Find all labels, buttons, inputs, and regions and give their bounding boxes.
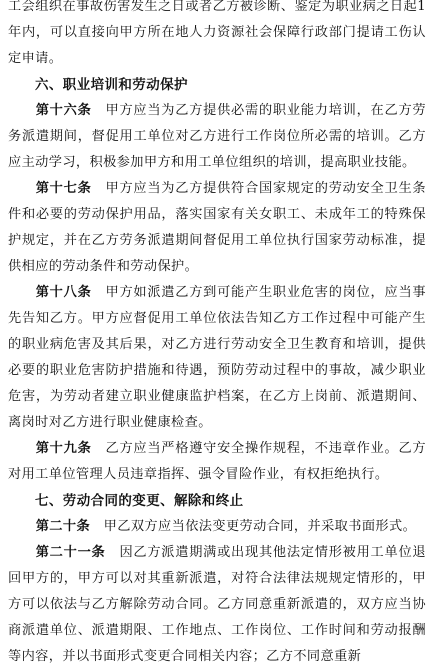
article-18: [8, 280, 426, 436]
article-19-label: 第十九条: [35, 441, 92, 456]
article-19: [8, 436, 426, 488]
article-17-label: 第十七条: [35, 181, 92, 196]
article-19-text: 乙方应当严格遵守安全操作规程，不违章作业。乙方对用工单位管理人员违章指挥、强令冒险作业，有权拒绝执行。: [8, 441, 426, 482]
article-20: [8, 514, 426, 540]
paragraph-continuation: 工会组织在事故伤害发生之日或者乙方被诊断、鉴定为职业病之日起1年内，可以直接向甲方所在地人力资源社会保障行政部门提请工伤认定申请。: [8, 0, 426, 66]
article-21-text: 因乙方派遣期满或出现其他法定情形被用工单位退回甲方的，甲方可以对其重新派遣，对符合法律法规规定情形的，甲方可以依法与乙方解除劳动合同。乙方同意重新派遣的，双方应当协商派遣单位、派遣期限、工作地点、工作岗位、工作时间和劳动报酬等内容，并以书面形式变更合同相关内容；乙方不同意重新: [8, 545, 426, 664]
article-21: [8, 540, 426, 670]
article-20-text: 甲乙双方应当依法变更劳动合同，并采取书面形式。: [103, 519, 417, 534]
article-16-text: 甲方应当为乙方提供必需的职业能力培训，在乙方劳务派遣期间，督促用工单位对乙方进行工作岗位所必需的培训。乙方应主动学习，积极参加甲方和用工单位组织的培训，提高职业技能。: [8, 103, 426, 170]
article-17-text: 甲方应当为乙方提供符合国家规定的劳动安全卫生条件和必要的劳动保护用品，落实国家有关女职工、未成年工的特殊保护规定，并在乙方劳务派遣期间督促用工单位执行国家劳动标准，提供相应的劳动条件和劳动保护。: [8, 181, 426, 274]
article-20-label: 第二十条: [35, 519, 91, 534]
article-17: [8, 176, 426, 280]
article-16: [8, 98, 426, 176]
section-heading-6: 六、职业培训和劳动保护: [35, 77, 188, 93]
article-21-label: 第二十一条: [35, 545, 106, 560]
article-16-label: 第十六条: [35, 103, 92, 118]
article-18-text: 甲方如派遣乙方到可能产生职业危害的岗位，应当事先告知乙方。甲方应督促用工单位依法告知乙方工作过程中可能产生的职业病危害及其后果，对乙方进行劳动安全卫生教育和培训，提供必要的职业危害防护措施和待遇，预防劳动过程中的事故，减少职业危害，为劳动者建立职业健康监护档案，在乙方上岗前、派遣期间、离岗时对乙方进行职业健康检查。: [8, 285, 426, 430]
section-heading-7: 七、劳动合同的变更、解除和终止: [35, 493, 244, 509]
article-18-label: 第十八条: [35, 285, 92, 300]
